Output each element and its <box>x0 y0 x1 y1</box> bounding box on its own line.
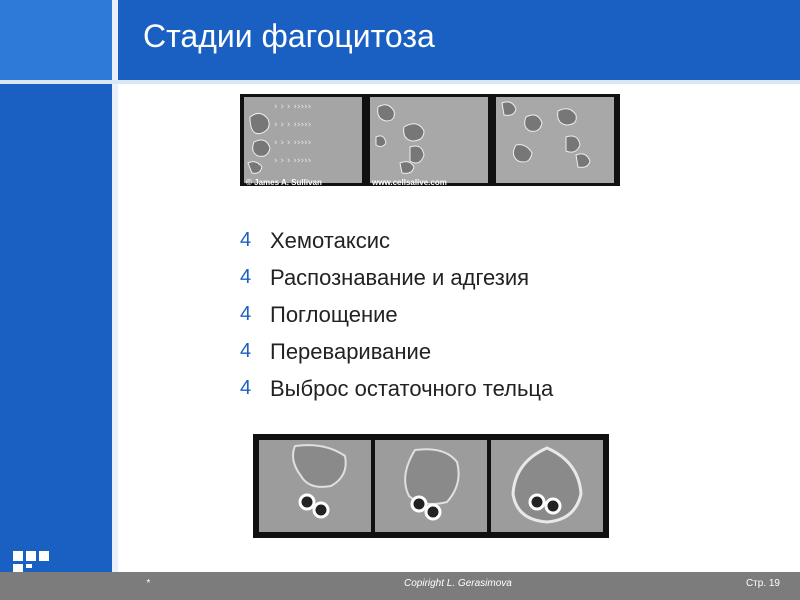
engulfment-frame-2 <box>375 440 487 532</box>
watermark-site: www.cellsalive.com <box>372 178 447 187</box>
chemotaxis-frame-1 <box>244 97 362 183</box>
bullet-marker: 4 <box>240 340 252 362</box>
engulfment-frame-1 <box>259 440 371 532</box>
list-item <box>240 259 553 296</box>
sidebar-divider <box>112 84 118 572</box>
footer-left-marker: * <box>146 578 150 589</box>
bullet-marker: 4 <box>240 303 252 325</box>
list-item-text: Распознавание и адгезия <box>270 264 530 290</box>
svg-text:› › › ›››››: › › › ››››› <box>274 138 312 148</box>
list-item-text: Хемотаксис <box>270 227 391 253</box>
list-item-text: Выброс остаточного тельца <box>270 375 554 401</box>
svg-text:› › › ›››››: › › › ››››› <box>274 102 312 112</box>
svg-text:› › › ›››››: › › › ››››› <box>274 120 312 130</box>
engulfment-photo-strip <box>253 434 609 538</box>
header-divider <box>112 0 118 80</box>
list-item <box>240 222 553 259</box>
list-item <box>240 370 553 407</box>
left-sidebar <box>0 84 112 572</box>
chemotaxis-photo-strip <box>240 94 620 186</box>
svg-text:› › › ›››››: › › › ››››› <box>274 156 312 166</box>
list-item-text: Переваривание <box>270 338 432 364</box>
footer-copyright: Copiright L. Gerasimova <box>404 578 512 589</box>
page-number: Стр. 19 <box>745 578 780 589</box>
chemotaxis-frame-2 <box>370 97 488 183</box>
phagocytosis-stages-list <box>240 222 553 407</box>
bullet-marker: 4 <box>240 229 252 251</box>
footer-bar <box>0 572 800 600</box>
header-left-block <box>0 0 112 80</box>
bullet-marker: 4 <box>240 266 252 288</box>
bullet-marker: 4 <box>240 377 252 399</box>
chemotaxis-frame-3 <box>496 97 614 183</box>
list-item <box>240 333 553 370</box>
watermark-author: © James A. Sullivan <box>246 178 322 187</box>
list-item-text: Поглощение <box>270 301 398 327</box>
list-item <box>240 296 553 333</box>
engulfment-frame-3 <box>491 440 603 532</box>
header-underline <box>0 80 800 84</box>
slide-title: Стадии фагоцитоза <box>143 18 435 54</box>
